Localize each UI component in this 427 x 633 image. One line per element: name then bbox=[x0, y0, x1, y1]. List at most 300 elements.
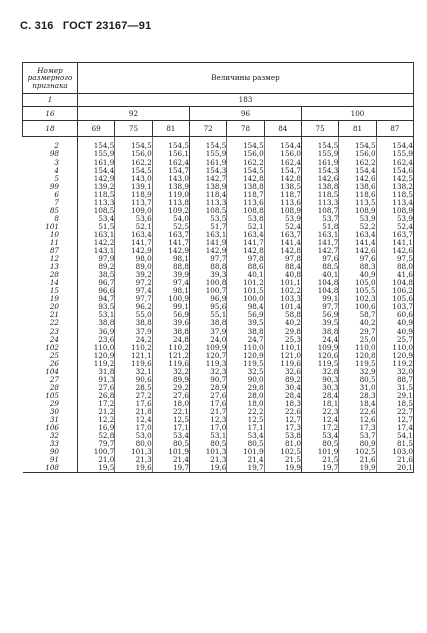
value-cell: 98,0 bbox=[115, 255, 152, 263]
feature-number-cell: 98 bbox=[49, 149, 59, 159]
value-cell: 53,8 bbox=[264, 432, 301, 440]
value-cell: 28,0 bbox=[227, 391, 264, 399]
value-cell: 22,1 bbox=[152, 408, 189, 416]
value-cell: 40,8 bbox=[264, 271, 301, 279]
value-cell: 118,4 bbox=[189, 190, 226, 198]
value-cell: 27,2 bbox=[115, 391, 152, 399]
value-cell: 22,6 bbox=[339, 408, 376, 416]
value-cell: 102,5 bbox=[339, 448, 376, 456]
value-cell: 53,1 bbox=[189, 432, 226, 440]
feature-number-cell: 8 bbox=[54, 213, 59, 223]
value-cell: 80,5 bbox=[152, 440, 189, 448]
value-cell: 143,0 bbox=[152, 174, 189, 182]
value-cell: 120,7 bbox=[189, 351, 226, 359]
value-cell: 53,4 bbox=[301, 432, 338, 440]
row3-value: 84 bbox=[264, 121, 301, 137]
value-cell: 101,9 bbox=[301, 448, 338, 456]
value-cell: 110,0 bbox=[339, 343, 376, 351]
value-cell: 12,7 bbox=[264, 416, 301, 424]
value-cell: 56,9 bbox=[301, 311, 338, 319]
value-cell: 17,2 bbox=[78, 400, 115, 408]
value-cell: 80,5 bbox=[339, 375, 376, 383]
value-cell: 88,8 bbox=[152, 263, 189, 271]
value-cell: 88,0 bbox=[376, 263, 413, 271]
feature-number-cell: 14 bbox=[49, 278, 59, 288]
value-cell: 52,4 bbox=[264, 222, 301, 230]
value-cell: 21,2 bbox=[78, 408, 115, 416]
value-cell: 155,9 bbox=[189, 150, 226, 158]
row3-value: 81 bbox=[152, 121, 189, 137]
value-cell: 21,8 bbox=[115, 408, 152, 416]
feature-number-cell: 108 bbox=[23, 464, 78, 473]
value-cell: 80,5 bbox=[227, 440, 264, 448]
value-cell: 142,9 bbox=[78, 174, 115, 182]
value-cell: 19,6 bbox=[189, 464, 226, 473]
row2-value: 96 bbox=[189, 107, 301, 121]
value-cell: 24,8 bbox=[152, 335, 189, 343]
value-cell: 113,3 bbox=[189, 198, 226, 206]
value-cell: 139,2 bbox=[78, 182, 115, 190]
value-cell: 12,6 bbox=[339, 416, 376, 424]
value-cell: 100,7 bbox=[78, 448, 115, 456]
value-cell: 88,7 bbox=[376, 375, 413, 383]
value-cell: 154,4 bbox=[264, 137, 301, 151]
value-cell: 32,5 bbox=[227, 367, 264, 375]
value-cell: 39,9 bbox=[152, 271, 189, 279]
value-cell: 154,6 bbox=[376, 166, 413, 174]
value-cell: 12,2 bbox=[78, 416, 115, 424]
value-cell: 21,5 bbox=[301, 456, 338, 464]
value-cell: 41,6 bbox=[376, 271, 413, 279]
value-cell: 121,0 bbox=[264, 351, 301, 359]
value-cell: 32,3 bbox=[189, 367, 226, 375]
value-cell: 22,7 bbox=[376, 408, 413, 416]
row1-value: 183 bbox=[78, 94, 414, 107]
value-cell: 163,1 bbox=[189, 231, 226, 239]
row3-value: 87 bbox=[376, 121, 413, 137]
value-cell: 97,7 bbox=[115, 295, 152, 303]
value-cell: 37,9 bbox=[189, 327, 226, 335]
value-cell: 21,3 bbox=[115, 456, 152, 464]
value-cell: 110,2 bbox=[115, 343, 152, 351]
value-cell: 102,3 bbox=[339, 295, 376, 303]
feature-number-cell: 15 bbox=[49, 286, 59, 296]
value-cell: 109,2 bbox=[152, 206, 189, 214]
value-cell: 29,2 bbox=[152, 383, 189, 391]
table-row bbox=[23, 158, 414, 166]
value-cell: 118,5 bbox=[376, 190, 413, 198]
value-cell: 19,5 bbox=[78, 464, 115, 473]
value-cell: 28,4 bbox=[264, 391, 301, 399]
value-cell: 52,4 bbox=[376, 222, 413, 230]
feature-number-cell: 3 bbox=[54, 157, 59, 167]
value-cell: 53,8 bbox=[227, 214, 264, 222]
value-cell: 81,5 bbox=[376, 440, 413, 448]
value-cell: 118,7 bbox=[264, 190, 301, 198]
value-cell: 40,9 bbox=[339, 271, 376, 279]
value-cell: 12,7 bbox=[376, 416, 413, 424]
value-cell: 139,1 bbox=[115, 182, 152, 190]
value-cell: 141,7 bbox=[301, 239, 338, 247]
value-cell: 29,8 bbox=[227, 383, 264, 391]
value-cell: 156,0 bbox=[115, 150, 152, 158]
value-cell: 53,1 bbox=[78, 311, 115, 319]
value-cell: 98,4 bbox=[227, 303, 264, 311]
value-cell: 142,9 bbox=[152, 247, 189, 255]
value-cell: 32,6 bbox=[264, 367, 301, 375]
value-cell: 40,1 bbox=[301, 271, 338, 279]
value-cell: 53,0 bbox=[115, 432, 152, 440]
value-cell: 119,3 bbox=[189, 359, 226, 367]
value-cell: 155,9 bbox=[301, 150, 338, 158]
value-cell: 32,2 bbox=[152, 367, 189, 375]
value-cell: 17,3 bbox=[264, 424, 301, 432]
page-number: С. 316 bbox=[20, 20, 54, 32]
page-header bbox=[20, 20, 157, 32]
value-cell: 99,1 bbox=[301, 295, 338, 303]
value-cell: 23,6 bbox=[78, 335, 115, 343]
value-cell: 17,6 bbox=[115, 400, 152, 408]
value-cell: 162,2 bbox=[339, 158, 376, 166]
value-cell: 110,1 bbox=[264, 343, 301, 351]
value-cell: 12,3 bbox=[189, 416, 226, 424]
value-cell: 108,9 bbox=[339, 206, 376, 214]
row3-key: 18 bbox=[23, 121, 78, 137]
value-cell: 163,1 bbox=[301, 231, 338, 239]
value-cell: 55,1 bbox=[189, 311, 226, 319]
value-cell: 20,1 bbox=[376, 464, 413, 473]
value-cell: 53,4 bbox=[78, 214, 115, 222]
value-cell: 100,9 bbox=[152, 295, 189, 303]
value-cell: 80,0 bbox=[115, 440, 152, 448]
value-cell: 38,8 bbox=[189, 319, 226, 327]
value-cell: 56,9 bbox=[152, 311, 189, 319]
value-cell: 40,9 bbox=[376, 327, 413, 335]
value-cell: 154,4 bbox=[78, 166, 115, 174]
value-cell: 12,4 bbox=[115, 416, 152, 424]
value-cell: 88,8 bbox=[189, 263, 226, 271]
value-cell: 18,0 bbox=[227, 400, 264, 408]
feature-number-cell: 32 bbox=[49, 431, 59, 441]
value-cell: 141,4 bbox=[339, 239, 376, 247]
feature-number-cell: 99 bbox=[49, 181, 59, 191]
value-cell: 32,9 bbox=[339, 367, 376, 375]
value-cell: 30,4 bbox=[264, 383, 301, 391]
value-cell: 163,1 bbox=[78, 231, 115, 239]
value-cell: 120,9 bbox=[227, 351, 264, 359]
value-cell: 138,2 bbox=[376, 182, 413, 190]
table-row bbox=[23, 150, 414, 158]
value-cell: 101,9 bbox=[152, 448, 189, 456]
value-cell: 40,2 bbox=[339, 319, 376, 327]
value-cell: 97,8 bbox=[264, 255, 301, 263]
measurement-table bbox=[22, 62, 414, 473]
value-cell: 141,7 bbox=[115, 239, 152, 247]
value-cell: 21,0 bbox=[78, 456, 115, 464]
value-cell: 108,9 bbox=[264, 206, 301, 214]
value-cell: 89,0 bbox=[115, 263, 152, 271]
value-cell: 97,6 bbox=[301, 255, 338, 263]
value-cell: 89,9 bbox=[152, 375, 189, 383]
value-cell: 113,6 bbox=[227, 198, 264, 206]
feature-number-cell: 6 bbox=[54, 189, 59, 199]
value-cell: 142,2 bbox=[78, 239, 115, 247]
value-cell: 119,5 bbox=[339, 359, 376, 367]
value-cell: 58,8 bbox=[264, 311, 301, 319]
value-cell: 19,6 bbox=[115, 464, 152, 473]
value-cell: 119,2 bbox=[78, 359, 115, 367]
feature-number-cell: 28 bbox=[49, 382, 59, 392]
value-cell: 93,5 bbox=[78, 303, 115, 311]
value-cell: 113,3 bbox=[301, 198, 338, 206]
value-cell: 98,1 bbox=[152, 255, 189, 263]
value-cell: 27,6 bbox=[189, 391, 226, 399]
value-cell: 163,4 bbox=[115, 231, 152, 239]
value-cell: 154,3 bbox=[189, 166, 226, 174]
feature-number-cell: 91 bbox=[49, 455, 59, 465]
value-cell: 154,5 bbox=[227, 137, 264, 151]
feature-number-cell: 90 bbox=[49, 447, 59, 457]
value-cell: 40,1 bbox=[227, 271, 264, 279]
value-cell: 56,9 bbox=[227, 311, 264, 319]
value-cell: 54,1 bbox=[376, 432, 413, 440]
row3-value: 78 bbox=[227, 121, 264, 137]
value-cell: 142,7 bbox=[189, 174, 226, 182]
value-cell: 118,6 bbox=[339, 190, 376, 198]
value-cell: 19,9 bbox=[339, 464, 376, 473]
value-cell: 28,9 bbox=[189, 383, 226, 391]
value-cell: 29,7 bbox=[339, 327, 376, 335]
value-cell: 109,9 bbox=[189, 343, 226, 351]
value-cell: 154,3 bbox=[301, 166, 338, 174]
table-row bbox=[23, 166, 414, 174]
value-cell: 163,4 bbox=[339, 231, 376, 239]
value-cell: 97,4 bbox=[115, 287, 152, 295]
table-row bbox=[23, 137, 414, 151]
value-cell: 80,5 bbox=[189, 440, 226, 448]
value-cell: 155,9 bbox=[376, 150, 413, 158]
value-cell: 101,3 bbox=[115, 448, 152, 456]
value-cell: 38,5 bbox=[78, 271, 115, 279]
value-cell: 12,5 bbox=[227, 416, 264, 424]
value-cell: 29,1 bbox=[376, 391, 413, 399]
feature-number-cell: 10 bbox=[49, 229, 59, 239]
value-cell: 110,0 bbox=[227, 343, 264, 351]
value-cell: 32,1 bbox=[115, 367, 152, 375]
value-cell: 53,4 bbox=[227, 432, 264, 440]
value-cell: 38,8 bbox=[227, 327, 264, 335]
value-cell: 21,4 bbox=[227, 456, 264, 464]
value-cell: 53,7 bbox=[301, 214, 338, 222]
value-cell: 17,6 bbox=[189, 400, 226, 408]
value-cell: 119,0 bbox=[152, 190, 189, 198]
value-cell: 80,5 bbox=[301, 440, 338, 448]
value-cell: 18,5 bbox=[376, 400, 413, 408]
row2-value: 100 bbox=[301, 107, 413, 121]
feature-number-cell: 20 bbox=[49, 302, 59, 312]
feature-number-cell: 104 bbox=[45, 366, 59, 376]
feature-number-cell: 21 bbox=[49, 310, 59, 320]
value-cell: 121,2 bbox=[152, 351, 189, 359]
feature-number-cell: 2 bbox=[54, 141, 59, 151]
row3-value: 69 bbox=[78, 121, 115, 137]
value-cell: 154,5 bbox=[301, 137, 338, 151]
value-cell: 21,7 bbox=[189, 408, 226, 416]
value-cell: 53,6 bbox=[115, 214, 152, 222]
value-cell: 154,5 bbox=[115, 166, 152, 174]
value-cell: 19,7 bbox=[301, 464, 338, 473]
value-cell: 52,8 bbox=[78, 432, 115, 440]
feature-number-cell: 7 bbox=[54, 197, 59, 207]
value-cell: 36,9 bbox=[78, 327, 115, 335]
value-cell: 120,9 bbox=[78, 351, 115, 359]
value-cell: 142,6 bbox=[339, 174, 376, 182]
value-cell: 104,8 bbox=[301, 279, 338, 287]
value-cell: 142,9 bbox=[189, 247, 226, 255]
value-cell: 24,0 bbox=[189, 335, 226, 343]
feature-number-cell: 22 bbox=[49, 318, 59, 328]
value-cell: 22,6 bbox=[264, 408, 301, 416]
value-cell: 161,9 bbox=[189, 158, 226, 166]
value-cell: 113,6 bbox=[264, 198, 301, 206]
value-cell: 97,8 bbox=[227, 255, 264, 263]
value-cell: 119,2 bbox=[376, 359, 413, 367]
value-cell: 17,0 bbox=[115, 424, 152, 432]
value-cell: 119,6 bbox=[152, 359, 189, 367]
value-cell: 97,5 bbox=[376, 255, 413, 263]
value-cell: 22,3 bbox=[301, 408, 338, 416]
feature-number-cell: 30 bbox=[49, 406, 59, 416]
value-cell: 38,8 bbox=[115, 319, 152, 327]
value-cell: 113,4 bbox=[376, 198, 413, 206]
value-cell: 31,5 bbox=[376, 383, 413, 391]
value-cell: 17,0 bbox=[189, 424, 226, 432]
value-cell: 19,7 bbox=[227, 464, 264, 473]
value-cell: 95,6 bbox=[189, 303, 226, 311]
value-cell: 25,7 bbox=[376, 335, 413, 343]
value-cell: 142,8 bbox=[264, 174, 301, 182]
value-cell: 156,0 bbox=[264, 150, 301, 158]
row3-value: 72 bbox=[189, 121, 226, 137]
value-cell: 27,6 bbox=[152, 391, 189, 399]
value-cell: 142,8 bbox=[227, 174, 264, 182]
value-cell: 32,0 bbox=[376, 367, 413, 375]
value-cell: 21,5 bbox=[264, 456, 301, 464]
feature-number-cell: 29 bbox=[49, 398, 59, 408]
table-row bbox=[23, 319, 414, 327]
value-cell: 79,7 bbox=[78, 440, 115, 448]
value-cell: 119,5 bbox=[301, 359, 338, 367]
value-cell: 101,9 bbox=[227, 448, 264, 456]
value-cell: 141,9 bbox=[189, 239, 226, 247]
value-cell: 142,8 bbox=[264, 247, 301, 255]
value-cell: 97,6 bbox=[339, 255, 376, 263]
value-cell: 17,3 bbox=[339, 424, 376, 432]
value-cell: 53,9 bbox=[339, 214, 376, 222]
value-cell: 154,5 bbox=[227, 166, 264, 174]
value-cell: 142,9 bbox=[115, 247, 152, 255]
value-cell: 89,2 bbox=[78, 263, 115, 271]
value-cell: 90,3 bbox=[301, 375, 338, 383]
value-cell: 101,1 bbox=[264, 279, 301, 287]
value-cell: 99,1 bbox=[152, 303, 189, 311]
value-cell: 81,0 bbox=[264, 440, 301, 448]
table-header bbox=[23, 63, 414, 137]
value-cell: 39,5 bbox=[227, 319, 264, 327]
value-cell: 27,6 bbox=[78, 383, 115, 391]
value-cell: 163,7 bbox=[264, 231, 301, 239]
value-cell: 154,7 bbox=[152, 166, 189, 174]
value-cell: 53,7 bbox=[339, 432, 376, 440]
value-cell: 101,4 bbox=[264, 303, 301, 311]
value-cell: 154,5 bbox=[152, 137, 189, 151]
value-cell: 60,6 bbox=[376, 311, 413, 319]
value-cell: 101,5 bbox=[227, 287, 264, 295]
value-cell: 51,5 bbox=[78, 222, 115, 230]
value-cell: 102,5 bbox=[264, 448, 301, 456]
table-row bbox=[23, 464, 414, 473]
value-cell: 97,7 bbox=[301, 303, 338, 311]
value-cell: 22,2 bbox=[227, 408, 264, 416]
value-cell: 120,8 bbox=[339, 351, 376, 359]
value-cell: 51,8 bbox=[301, 222, 338, 230]
value-cell: 108,7 bbox=[301, 206, 338, 214]
value-cell: 24,4 bbox=[301, 335, 338, 343]
value-cell: 21,4 bbox=[152, 456, 189, 464]
value-cell: 102,2 bbox=[264, 287, 301, 295]
value-cell: 17,2 bbox=[301, 424, 338, 432]
value-cell: 104,8 bbox=[376, 279, 413, 287]
value-cell: 119,6 bbox=[115, 359, 152, 367]
value-cell: 26,8 bbox=[78, 391, 115, 399]
value-cell: 113,5 bbox=[339, 198, 376, 206]
value-cell: 100,8 bbox=[189, 279, 226, 287]
value-cell: 105,5 bbox=[339, 287, 376, 295]
value-cell: 142,5 bbox=[376, 174, 413, 182]
table-row bbox=[23, 327, 414, 335]
value-cell: 52,2 bbox=[339, 222, 376, 230]
row-label-header: Номер размерного признака bbox=[23, 63, 78, 94]
value-cell: 141,7 bbox=[227, 239, 264, 247]
value-cell: 88,5 bbox=[301, 263, 338, 271]
value-cell: 142,6 bbox=[339, 247, 376, 255]
value-cell: 19,7 bbox=[152, 464, 189, 473]
value-cell: 154,7 bbox=[264, 166, 301, 174]
value-cell: 97,9 bbox=[78, 255, 115, 263]
value-cell: 118,5 bbox=[301, 190, 338, 198]
value-cell: 110,0 bbox=[376, 343, 413, 351]
value-cell: 24,7 bbox=[227, 335, 264, 343]
value-cell: 96,2 bbox=[115, 303, 152, 311]
value-cell: 52,1 bbox=[115, 222, 152, 230]
value-cell: 101,3 bbox=[189, 448, 226, 456]
value-cell: 89,2 bbox=[264, 375, 301, 383]
value-cell: 118,7 bbox=[227, 190, 264, 198]
row3-value: 75 bbox=[301, 121, 338, 137]
feature-number-cell: 5 bbox=[54, 173, 59, 183]
value-cell: 21,6 bbox=[376, 456, 413, 464]
value-cell: 38,8 bbox=[152, 327, 189, 335]
feature-number-cell: 102 bbox=[45, 342, 59, 352]
value-cell: 142,8 bbox=[227, 247, 264, 255]
value-cell: 54,0 bbox=[152, 214, 189, 222]
value-cell: 103,0 bbox=[376, 448, 413, 456]
value-cell: 80,9 bbox=[339, 440, 376, 448]
value-cell: 52,5 bbox=[152, 222, 189, 230]
value-cell: 138,5 bbox=[264, 182, 301, 190]
value-cell: 31,0 bbox=[339, 383, 376, 391]
value-cell: 163,7 bbox=[152, 231, 189, 239]
